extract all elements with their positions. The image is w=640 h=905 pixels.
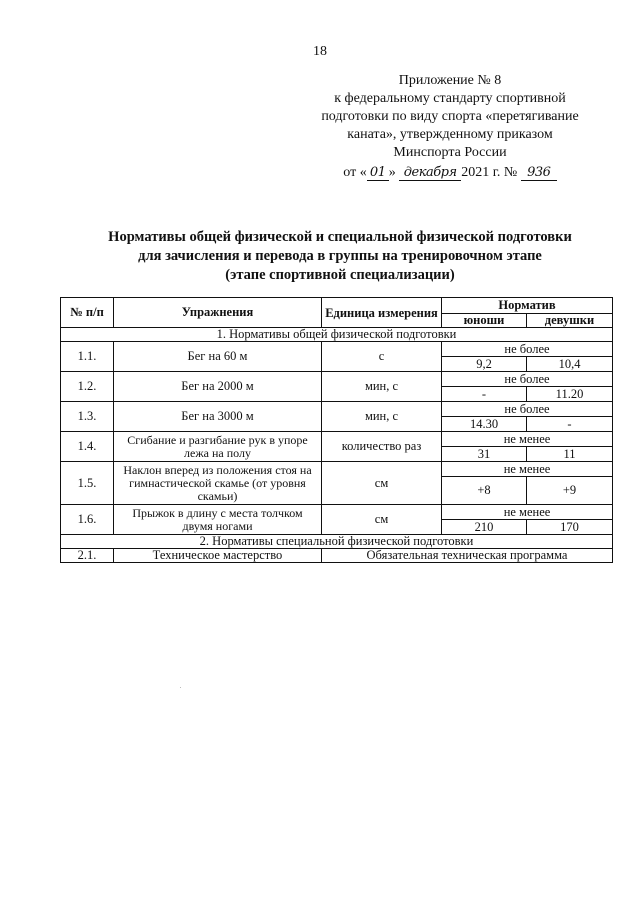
value-girls: 170 xyxy=(527,520,613,535)
document-title xyxy=(60,228,620,285)
section-title: 1. Нормативы общей физической подготовки xyxy=(61,328,613,342)
date-day: 01 xyxy=(367,166,389,181)
date-prefix: от « xyxy=(343,165,367,180)
row-unit: с xyxy=(322,342,442,372)
row-exercise: Бег на 2000 м xyxy=(114,372,322,402)
row-num: 1.4. xyxy=(61,432,114,462)
section-title: 2. Нормативы специальной физической подготовки xyxy=(61,535,613,549)
value-girls: - xyxy=(527,417,613,432)
order-date-line xyxy=(300,164,600,182)
title-line: для зачисления и перевода в группы на тренировочном этапе xyxy=(138,248,542,264)
value-girls: 10,4 xyxy=(527,357,613,372)
row-condition: не менее xyxy=(442,505,613,520)
appendix-line: подготовки по виду спорта «перетягивание xyxy=(321,109,579,124)
header-unit: Единица измерения xyxy=(322,298,442,328)
appendix-line: к федеральному стандарту спортивной xyxy=(334,91,566,106)
standards-table xyxy=(60,297,613,563)
value-boys: 9,2 xyxy=(442,357,527,372)
row-exercise: Техническое мастерство xyxy=(114,549,322,563)
title-line: (этапе спортивной специализации) xyxy=(225,267,455,283)
value-boys: - xyxy=(442,387,527,402)
appendix-line: Минспорта России xyxy=(393,145,507,160)
date-mid: » xyxy=(388,165,396,180)
header-norm: Норматив xyxy=(442,298,613,314)
appendix-title: Приложение № 8 xyxy=(398,73,502,88)
row-value: Обязательная техническая программа xyxy=(322,549,613,563)
row-unit: мин, с xyxy=(322,402,442,432)
row-num: 1.2. xyxy=(61,372,114,402)
order-number: 936 xyxy=(521,166,557,181)
value-girls: 11.20 xyxy=(527,387,613,402)
appendix-block xyxy=(300,72,600,182)
value-boys: 210 xyxy=(442,520,527,535)
scan-speck xyxy=(180,687,181,688)
row-exercise: Бег на 60 м xyxy=(114,342,322,372)
value-boys: 14.30 xyxy=(442,417,527,432)
header-girls: девушки xyxy=(527,314,613,328)
header-num: № п/п xyxy=(61,298,114,328)
row-num: 1.1. xyxy=(61,342,114,372)
value-boys: +8 xyxy=(442,477,527,505)
value-girls: 11 xyxy=(527,447,613,462)
row-num: 1.3. xyxy=(61,402,114,432)
row-condition: не более xyxy=(442,402,613,417)
row-exercise: Сгибание и разгибание рук в упоре лежа на полу xyxy=(114,432,322,462)
header-exercise: Упражнения xyxy=(114,298,322,328)
row-condition: не менее xyxy=(442,432,613,447)
row-unit: мин, с xyxy=(322,372,442,402)
row-num: 1.5. xyxy=(61,462,114,505)
date-month: декабря xyxy=(399,166,461,181)
row-unit: см xyxy=(322,505,442,535)
appendix-line: каната», утвержденному приказом xyxy=(347,127,553,142)
row-unit: см xyxy=(322,462,442,505)
row-num: 1.6. xyxy=(61,505,114,535)
row-condition: не менее xyxy=(442,462,613,477)
row-exercise: Наклон вперед из положения стоя на гимнастической скамье (от уровня скамьи) xyxy=(114,462,322,505)
row-condition: не более xyxy=(442,342,613,357)
row-unit: количество раз xyxy=(322,432,442,462)
row-exercise: Прыжок в длину с места толчком двумя ногами xyxy=(114,505,322,535)
date-year: 2021 г. № xyxy=(461,165,518,180)
value-girls: +9 xyxy=(527,477,613,505)
page-number: 18 xyxy=(313,44,327,59)
row-exercise: Бег на 3000 м xyxy=(114,402,322,432)
row-num: 2.1. xyxy=(61,549,114,563)
header-boys: юноши xyxy=(442,314,527,328)
row-condition: не более xyxy=(442,372,613,387)
title-line: Нормативы общей физической и специальной физической подготовки xyxy=(108,229,572,245)
value-boys: 31 xyxy=(442,447,527,462)
